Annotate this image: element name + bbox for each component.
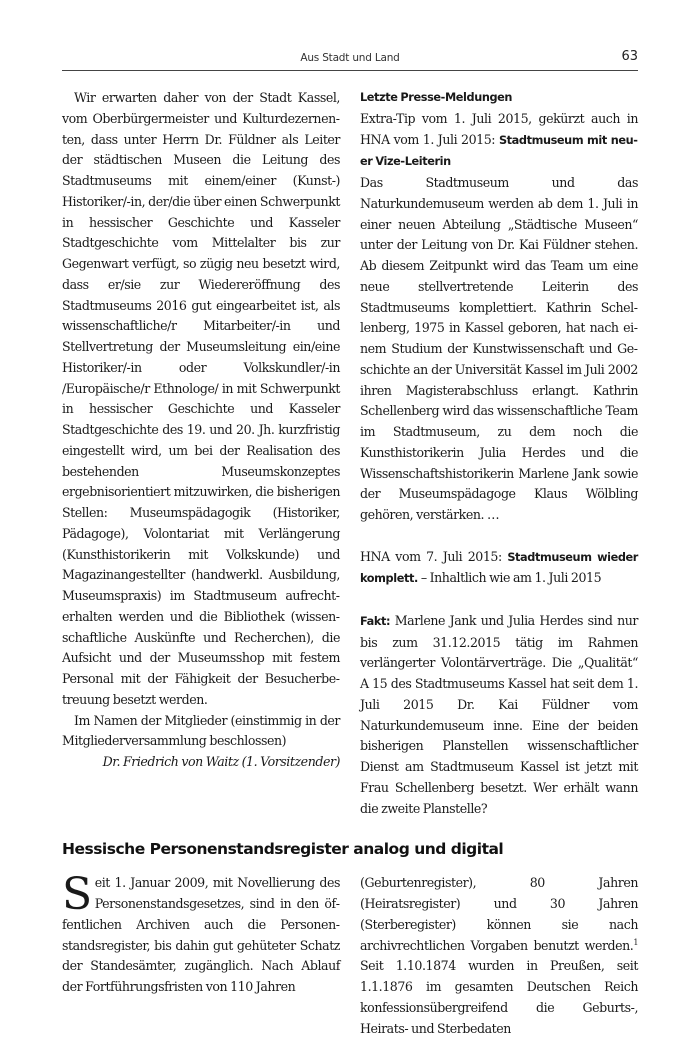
section-paragraph — [62, 869, 340, 998]
section-heading: Hessische Personenstandsregister analog und digital — [62, 840, 504, 859]
running-title: Aus Stadt und Land — [300, 52, 400, 64]
right-column — [360, 88, 638, 819]
press-item-1 — [360, 109, 638, 173]
press-item-2 — [360, 547, 638, 591]
press-1-body: Das Stadtmuseum und das Naturkundemuseum werden ab dem 1. Juli in einer neuen Abteilung „Städtische Museen“ unter der Leitung von Dr. Kai Füldner stehen. Ab diesem Zeitpunkt wird das Team um eine neue stellvertretende Leiterin des Stadtmuseums komplettiert. Kathrin Schellenberg, 1975 in Kassel geboren, hat nach einem Studium der Kunstwissenschaft und Geschichte an der Universität Kassel im Juli 2002 ihren Magisterabschluss erlangt. Kathrin Schellenberg wird das wissenschaftliche Team im Stadtmuseum, zu dem noch die Kunsthistorikerin Julia Herdes und die Wissenschaftshistorikerin Marlene Jank sowie der Museumspädagoge Klaus Wölbling gehören, verstärken. … — [360, 175, 638, 522]
section-right-text-1: (Geburtenregister), 80 Jahren (Heiratsregister) und 30 Jahren (Sterberegister) können sie nach archivrechtlichen Vorgaben benutzt werden. — [360, 875, 638, 953]
section-right-text-2: Seit 1.10.1874 wurden in Preußen, seit 1.1.1876 im gesamten Deutschen Reich konfessionsübergreifend die Geburts-, Heirats- und Sterbedaten — [360, 958, 638, 1036]
drop-cap: S — [62, 869, 92, 921]
section-right-column — [360, 873, 638, 1039]
press-2-title: Stadtmuseum wieder komplett. — [360, 550, 638, 586]
running-head — [62, 49, 638, 67]
fact-paragraph — [360, 611, 638, 820]
top-columns — [62, 88, 638, 819]
press-1-intro: Extra-Tip vom 1. Juli 2015, gekürzt auch in HNA vom 1. Juli 2015: — [360, 110, 638, 147]
press-2-body: – Inhaltlich wie am 1. Juli 2015 — [417, 570, 602, 586]
section-paragraph-continued — [360, 873, 638, 1039]
footnote-reference[interactable]: 1 — [633, 937, 638, 947]
press-2-intro: HNA vom 7. Juli 2015: — [360, 548, 508, 564]
section-columns — [62, 869, 638, 1039]
spacer — [360, 526, 638, 547]
fact-label: Fakt: — [360, 614, 391, 628]
signature: Dr. Friedrich von Waitz (1. Vorsitzender) — [102, 754, 340, 769]
press-1-title: Stadtmuseum mit neuer Vize-Leiterin — [360, 133, 638, 169]
section-left-text: eit 1. Januar 2009, mit Novellierung des Personenstandsgesetzes, sind in den öffentlichen Archiven auch die Personenstandsregister, bis dahin gut gehüteter Schatz der Standesämter, zugänglich. Nach Ablauf der Fortführungsfristen von 110 Jahren — [62, 875, 340, 994]
page-number: 63 — [621, 49, 638, 64]
left-column — [62, 88, 340, 773]
closing-paragraph: Im Namen der Mitglieder (einstimmig in der Mitgliederversammlung beschlossen) — [62, 712, 340, 749]
fact-body: Marlene Jank und Julia Herdes sind nur bis zum 31.12.2015 tätig im Rahmen verlängerter Volontärverträge. Die „Qualität“ A 15 des Stadtmuseums Kassel hat seit dem 1. Juli 2015 Dr. Kai Füldner vom Naturkundemuseum inne. Eine der beiden bisherigen Planstellen wissenschaftlicher Dienst am Stadtmuseum Kassel ist jetzt mit Frau Schellenberg besetzt. Wer erhält wann die zweite Planstelle? — [360, 612, 638, 816]
letter-paragraph: Wir erwarten daher von der Stadt Kassel, vom Oberbürgermeister und Kulturdezernenten, dass unter Herrn Dr. Füldner als Leiter der städtischen Museen die Leitung des Stadtmuseums mit einem/einer (Kunst-) Historiker/-in, der/die über einen Schwerpunkt in hessischer Geschichte und Kasseler Stadtgeschichte vom Mittelalter bis zur Gegenwart verfügt, so zügig neu besetzt wird, dass er/sie zur Wiedereröffnung des Stadtmuseums 2016 gut eingearbeitet ist, als wissenschaftliche/r Mitarbeiter/-in und Stellvertretung der Museumsleitung ein/eine Historiker/-in oder Volkskundler/-in /Europäische/r Ethnologe/ in mit Schwerpunkt in hessischer Geschichte und Kasseler Stadtgeschichte des 19. und 20. Jh. kurzfristig eingestellt wird, um bei der Realisation des bestehenden Museumskonzeptes ergebnisorientiert mitzuwirken, die bisherigen Stellen: Museumspädagogik (Historiker, Pädagoge), Volontariat mit Verlängerung (Kunsthistorikerin mit Volkskunde) und Magazinangestellter (handwerkl. Ausbildung, Museumspraxis) im Stadtmuseum aufrechterhalten werden und die Bibliothek (wissenschaftliche Auskünfte und Recherchen), die Aufsicht und der Museumsshop mit festem Personal mit der Fähigkeit der Besucherbetreuung besetzt werden. — [62, 90, 340, 707]
section-left-column — [62, 869, 340, 998]
press-heading: Letzte Presse-Meldungen — [360, 91, 513, 104]
spacer — [360, 590, 638, 611]
header-rule — [62, 70, 638, 71]
